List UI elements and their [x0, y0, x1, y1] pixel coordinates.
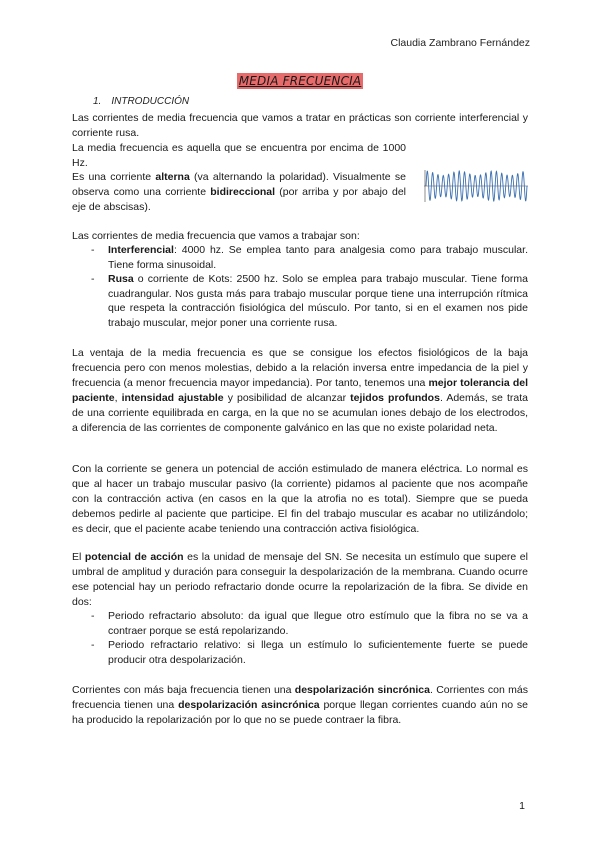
author-name: Claudia Zambrano Fernández	[390, 37, 530, 49]
list-item: - Periodo refractario absoluto: da igual que llegue otro estímulo que la fibra no se va a contraer porque se está repolarizando.	[72, 609, 528, 638]
bold-bidireccional: bidireccional	[210, 186, 276, 198]
alternating-current-figure	[423, 166, 529, 206]
list-item: - Interferencial: 4000 hz. Se emplea tanto para analgesia como para trabajo muscular. Tiene forma sinusoidal.	[72, 243, 528, 272]
page-number: 1	[519, 800, 525, 812]
closing-paragraph: Corrientes con más baja frecuencia tienen una despolarización sincrónica. Corrientes con más frecuencia tienen una despolarización asincrónica porque llegan corrientes cuando aún no se ha producido la repolarización por lo que no se puede contraer la fibra.	[72, 684, 529, 726]
section-number: 1.	[93, 96, 102, 107]
title-container	[0, 72, 600, 90]
section-heading	[93, 96, 189, 107]
types-list	[72, 243, 528, 330]
action-paragraph-1: Con la corriente se genera un potencial de acción estimulado de manera eléctrica. Lo normal es que al hacer un trabajo muscular pasivo (la corriente) pidamos al paciente que nos acompañe con la contracción activa (en casos en la que la atrofia no es total). Siempre que se pueda debemos pedirle al paciente que participe. El fin del trabajo muscular es acabar no utilizándolo; es decir, que el paciente acabe teniendo una contracción activa fisiológica.	[72, 463, 528, 535]
advantage-paragraph: La ventaja de la media frecuencia es que se consigue los efectos fisiológicos de la baja frecuencia pero con menos molestias, debido a la relación inversa entre impedancia de la piel y frecuencia (a menor frecuencia mayor impedancia). Por tanto, tenemos una mejor tolerancia del paciente, intensidad ajustable y posibilidad de alcanzar tejidos profundos. Además, se trata de una corriente equilibrada en carga, en la que no se acumulan iones debajo de los electrodos, a diferencia de las corrientes de componente galvánico en las que no existe polaridad neta.	[72, 347, 528, 434]
page-title: MEDIA FRECUENCIA	[238, 74, 362, 88]
refractory-list	[72, 609, 528, 667]
list-item: - Rusa o corriente de Kots: 2500 hz. Solo se emplea para trabajo muscular. Tiene forma cuadrangular. Nos gusta más para trabajo muscular porque tiene una interrupción rítmica que respeta la contracción fisiológica del músculo. Por tanto, si en el examen nos pide trabajo muscular, mejor poner una corriente rusa.	[72, 272, 528, 330]
action-paragraph-2: El potencial de acción es la unidad de mensaje del SN. Se necesita un estímulo que supere el umbral de amplitud y duración para conseguir la despolarización de la membrana. Cuando ocurre ese potencial hay un periodo refractario donde ocurre la repolarización de la fibra. Se divide en dos:	[72, 551, 528, 608]
intro-paragraph-2: La media frecuencia es aquella que se encuentra por encima de 1000 Hz.	[72, 142, 406, 169]
intro-paragraph-1: Las corrientes de media frecuencia que vamos a tratar en prácticas son corriente interferencial y corriente rusa.	[72, 112, 528, 139]
section-label: INTRODUCCIÓN	[111, 96, 190, 107]
intro-paragraph-3: Es una corriente alterna (va alternando la polaridad). Visualmente se observa como una corriente bidireccional (por arriba y por abajo del eje de abscisas).	[72, 171, 406, 213]
bold-alterna: alterna	[155, 171, 190, 183]
list-item: - Periodo refractario relativo: si llega un estímulo lo suficientemente fuerte se puede producir otra despolarización.	[72, 638, 528, 667]
types-lead: Las corrientes de media frecuencia que vamos a trabajar son:	[72, 230, 360, 242]
